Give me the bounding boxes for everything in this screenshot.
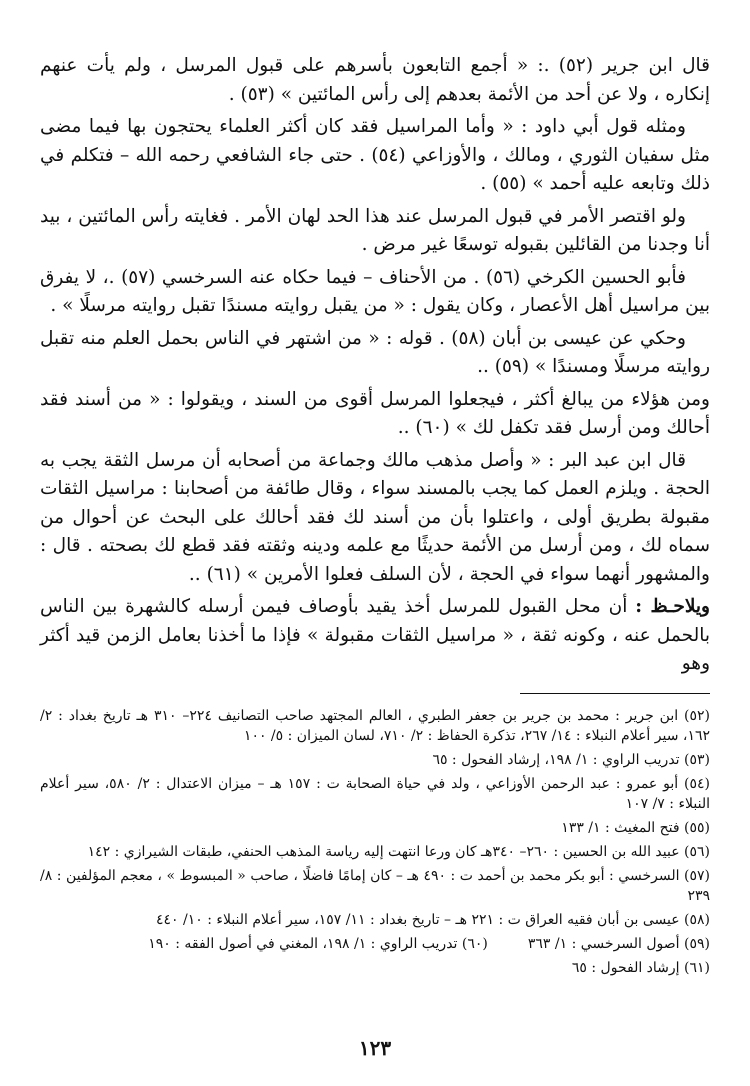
page-body bbox=[40, 52, 710, 1086]
paragraph-abu-dawud: ومثله قول أبي داود : « وأما المراسيل فقد كان أكثر العلماء يحتجون بها فيما مضى مثل سفيان الثوري ، ومالك ، والأوزاعي (٥٤) . حتى جاء الشافعي رحمه الله – فتكلم في ذلك وتابعه عليه أحمد » (٥٥) . bbox=[40, 116, 711, 194]
footnote-54: (٥٤) أبو عمرو : عبد الرحمن الأوزاعي ، ولد في حياة الصحابة ت : ١٥٧ هـ – ميزان الاعتدال : ٢/ ٥٨٠، سير أعلام النبلاء : ٧/ ١٠٧ bbox=[40, 775, 710, 812]
footnote-61: (٦١) إرشاد الفحول : ٦٥ bbox=[571, 959, 710, 976]
footnote-59: (٥٩) أصول السرخسي : ١/ ٣٦٣ bbox=[527, 935, 710, 952]
footnote-55: (٥٥) فتح المغيث : ١/ ١٣٣ bbox=[561, 819, 710, 836]
footnote-60: (٦٠) تدريب الراوي : ١/ ١٩٨، المغني في أصول الفقه : ١٩٠ bbox=[148, 935, 488, 952]
footnotes bbox=[40, 706, 710, 978]
paragraph-isa-ibn-aban: وحكي عن عيسى بن أبان (٥٨) . قوله : « من اشتهر في الناس بحمل العلم منه تقبل روايته مرسلًا ومسندًا » (٥٩) .. bbox=[40, 327, 710, 377]
footnote-58: (٥٨) عيسى بن أبان فقيه العراق ت : ٢٢١ هـ – تاريخ بغداد : ١١/ ١٥٧، سير أعلام النبلاء : ١٠/ ٤٤٠ bbox=[156, 911, 710, 928]
paragraph-ibn-jarir: قال ابن جرير (٥٢) .: « أجمع التابعون بأسرهم على قبول المرسل ، ولم يأت عنهم إنكاره ، ولا عن أحد من الأئمة بعدهم إلى رأس المائتين » (٥٣) . bbox=[40, 55, 710, 105]
paragraph-note bbox=[40, 593, 710, 679]
footnote-53: (٥٣) تدريب الراوي : ١/ ١٩٨، إرشاد الفحول : ٦٥ bbox=[432, 751, 710, 768]
paragraph-karkhi: فأبو الحسين الكرخي (٥٦) . من الأحناف – فيما حكاه عنه السرخسي (٥٧) .، لا يفرق بين مراسيل أهل الأعصار ، وكان يقول : « من يقبل روايته مسندًا تقبل روايته مرسلًا » . bbox=[40, 266, 710, 316]
footnote-56: (٥٦) عبيد الله بن الحسين : ٢٦٠– ٣٤٠هـ كان ورعا انتهت إليه رياسة المذهب الحنفي، طبقات الشيرازي : ١٤٢ bbox=[87, 843, 710, 860]
page-number: ١٢٣ bbox=[358, 1036, 392, 1060]
paragraph-limit: ولو اقتصر الأمر في قبول المرسل عند هذا الحد لهان الأمر . فغايته رأس المائتين ، بيد أنا وجدنا من القائلين بقبوله توسعًا غير مرض . bbox=[40, 205, 710, 255]
footnote-separator bbox=[520, 693, 710, 694]
footnote-row-59-60 bbox=[40, 934, 710, 954]
paragraph-ibn-abd-al-barr: قال ابن عبد البر : « وأصل مذهب مالك وجماعة من أصحابه أن مرسل الثقة يجب به الحجة . ويلزم العمل كما يجب بالمسند سواء ، وقال طائفة من أصحابنا : مراسيل الثقات مقبولة بطريق أولى ، واعتلوا بأن من أسند لك فقد أحالك على البحث عن أحوال من سماه لك ، ومن أرسل من الأئمة حديثًا مع علمه ودينه وثقته فقد قطع لك بصحته . قال : والمشهور أنهما سواء في الحجة ، لأن السلف فعلوا الأمرين » (٦١) .. bbox=[40, 449, 710, 585]
paragraph-exaggerators: ومن هؤلاء من يبالغ أكثر ، فيجعلوا المرسل أقوى من السند ، ويقولوا : « من أسند فقد أحالك ومن أرسل فقد تكفل لك » (٦٠) .. bbox=[40, 388, 710, 438]
footnote-57: (٥٧) السرخسي : أبو بكر محمد بن أحمد ت : ٤٩٠ هـ – كان إمامًا فاضلًا ، صاحب « المبسوط » ، معجم المؤلفين : ٨/ ٢٣٩ bbox=[40, 867, 710, 904]
footnote-52: (٥٢) ابن جرير : محمد بن جرير بن جعفر الطبري ، العالم المجتهد صاحب التصانيف ٢٢٤– ٣١٠ هـ تاريخ بغداد : ٢/ ١٦٢، سير أعلام النبلاء : ١٤/ ٢٦٧، تذكرة الحفاظ : ٢/ ٧١٠، لسان الميزان : ٥/ ١٠٠ bbox=[40, 707, 711, 744]
note-lead: ويلاحـظ : bbox=[635, 596, 710, 617]
note-text: أن محل القبول للمرسل أخذ يقيد بأوصاف فيمن أرسله كالشهرة بين الناس بالحمل عنه ، وكونه ثقة ، « مراسيل الثقات مقبولة » فإذا ما أخذنا بعامل الزمن قيد أكثر وهو bbox=[40, 596, 710, 674]
